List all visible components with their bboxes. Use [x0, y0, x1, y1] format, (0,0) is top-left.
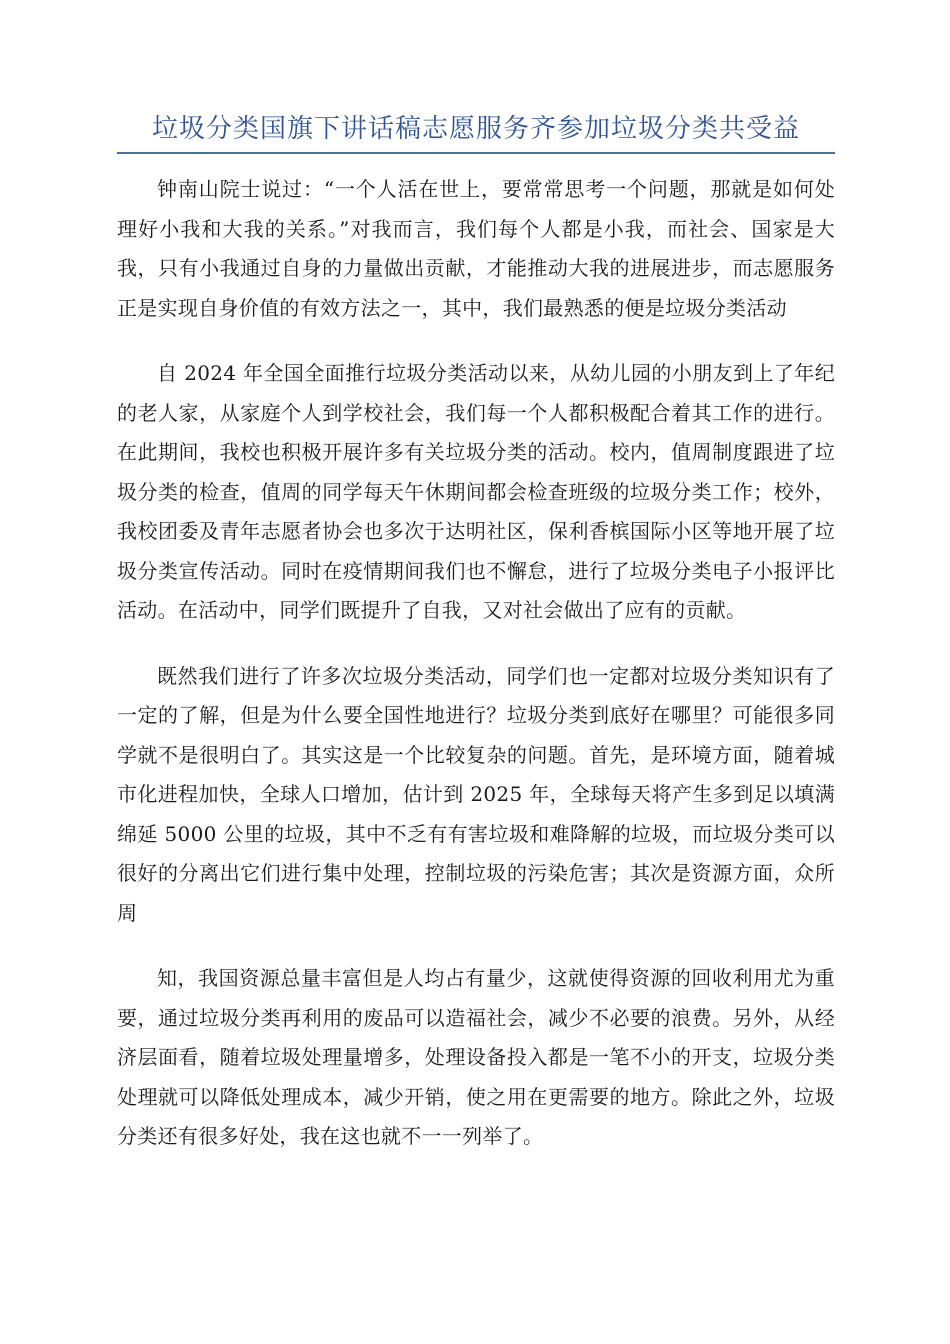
paragraph: 自 2024 年全国全面推行垃圾分类活动以来，从幼儿园的小朋友到上了年纪的老人家，从家庭个人到学校社会，我们每一个人都积极配合着其工作的进行。在此期间，我校也积极开展许多有关垃圾分类的活动。校内，值周制度跟进了垃圾分类的检查，值周的同学每天午休期间都会检查班级的垃圾分类工作；校外，我校团委及青年志愿者协会也多次于达明社区，保利香槟国际小区等地开展了垃圾分类宣传活动。同时在疫情期间我们也不懈怠，进行了垃圾分类电子小报评比活动。在活动中，同学们既提升了自我，又对社会做出了应有的贡献。 — [117, 361, 835, 622]
document-title: 垃圾分类国旗下讲话稿志愿服务齐参加垃圾分类共受益 — [151, 114, 800, 144]
paragraph: 钟南山院士说过：“一个人活在世上，要常常思考一个问题，那就是如何处理好小我和大我的关系。”对我而言，我们每个人都是小我，而社会、国家是大我，只有小我通过自身的力量做出贡献，才能推动大我的进展进步，而志愿服务正是实现自身价值的有效方法之一，其中，我们最熟悉的便是垃圾分类活动 — [117, 177, 835, 320]
paragraph: 知，我国资源总量丰富但是人均占有量少，这就使得资源的回收利用尤为重要，通过垃圾分类再利用的废品可以造福社会，减少不必要的浪费。另外，从经济层面看，随着垃圾处理量增多，处理设备投入都是一笔不小的开支，垃圾分类处理就可以降低处理成本，减少开销，使之用在更需要的地方。除此之外，垃圾分类还有很多好处，我在这也就不一一列举了。 — [117, 966, 835, 1148]
paragraph: 既然我们进行了许多次垃圾分类活动，同学们也一定都对垃圾分类知识有了一定的了解，但是为什么要全国性地进行？垃圾分类到底好在哪里？可能很多同学就不是很明白了。其实这是一个比较复杂的问题。首先，是环境方面，随着城市化进程加快，全球人口增加，估计到 2025 年，全球每天将产生多到足以填满绵延 5000 公里的垃圾，其中不乏有有害垃圾和难降解的垃圾，而垃圾分类可以很好的分离出它们进行集中处理，控制垃圾的污染危害；其次是资源方面，众所周 — [117, 663, 835, 925]
document-body — [117, 170, 835, 1183]
title-block — [117, 112, 835, 154]
